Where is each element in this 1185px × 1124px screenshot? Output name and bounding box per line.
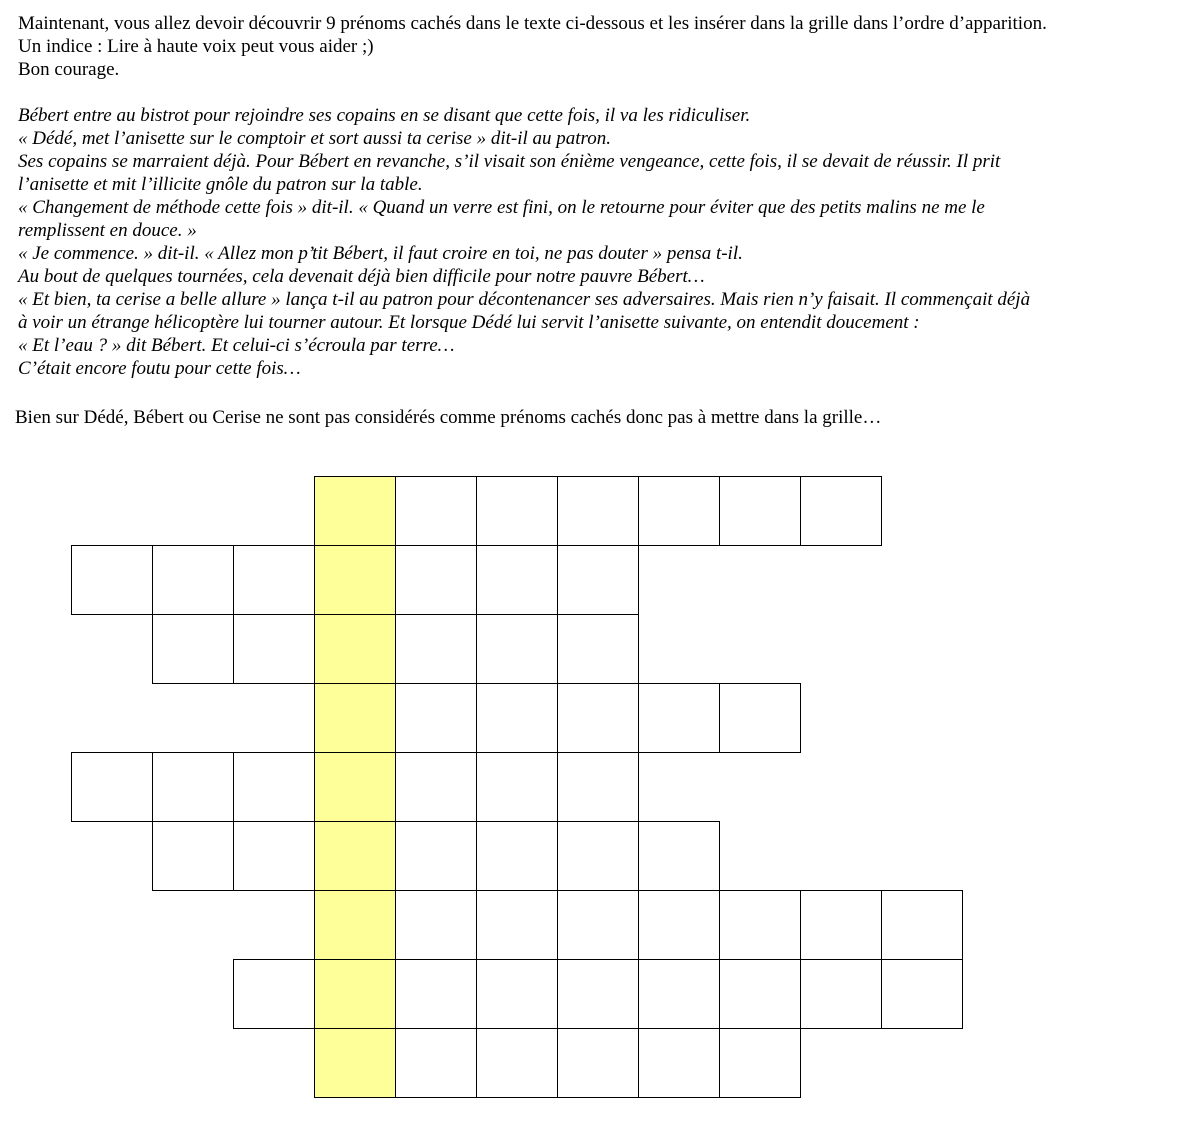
grid-cell[interactable]: [152, 821, 234, 891]
grid-cell[interactable]: [476, 545, 558, 615]
grid-cell[interactable]: [233, 752, 315, 822]
grid-cell[interactable]: [476, 752, 558, 822]
story-line: C’était encore foutu pour cette fois…: [18, 358, 301, 379]
grid-cell[interactable]: [476, 683, 558, 753]
story-line: « Et l’eau ? » dit Bébert. Et celui-ci s’écroula par terre…: [18, 335, 455, 356]
story-line: Ses copains se marraient déjà. Pour Bébert en revanche, s’il visait son énième vengeance, cette fois, il se devait de réussir. Il prit: [18, 151, 1001, 172]
grid-cell[interactable]: [395, 821, 477, 891]
grid-cell[interactable]: [557, 1028, 639, 1098]
grid-cell[interactable]: [638, 821, 720, 891]
grid-cell[interactable]: [71, 752, 153, 822]
hint-line: Un indice : Lire à haute voix peut vous aider ;): [18, 36, 374, 57]
grid-cell[interactable]: [557, 890, 639, 960]
grid-cell[interactable]: [233, 821, 315, 891]
grid-cell[interactable]: [719, 683, 801, 753]
grid-cell[interactable]: [233, 959, 315, 1029]
grid-cell[interactable]: [152, 545, 234, 615]
instructions-line: Maintenant, vous allez devoir découvrir 9 prénoms cachés dans le texte ci-dessous et les insérer dans la grille dans l’ordre d’apparition.: [18, 13, 1047, 34]
grid-cell[interactable]: [395, 890, 477, 960]
highlighted-grid-cell[interactable]: [314, 614, 396, 684]
grid-cell[interactable]: [71, 545, 153, 615]
grid-cell[interactable]: [881, 959, 963, 1029]
grid-cell[interactable]: [476, 614, 558, 684]
grid-note: Bien sur Dédé, Bébert ou Cerise ne sont pas considérés comme prénoms cachés donc pas à mettre dans la grille…: [15, 407, 882, 428]
story-line: « Et bien, ta cerise a belle allure » lança t-il au patron pour décontenancer ses adversaires. Mais rien n’y faisait. Il commençait déjà: [18, 289, 1031, 310]
grid-cell[interactable]: [395, 752, 477, 822]
grid-cell[interactable]: [233, 545, 315, 615]
encouragement-line: Bon courage.: [18, 59, 120, 80]
story-line: Au bout de quelques tournées, cela devenait déjà bien difficile pour notre pauvre Bébert…: [18, 266, 705, 287]
grid-cell[interactable]: [395, 683, 477, 753]
grid-cell[interactable]: [719, 476, 801, 546]
grid-cell[interactable]: [395, 476, 477, 546]
grid-cell[interactable]: [638, 890, 720, 960]
grid-cell[interactable]: [476, 890, 558, 960]
story-line: remplissent en douce. »: [18, 220, 197, 241]
grid-cell[interactable]: [476, 821, 558, 891]
grid-cell[interactable]: [557, 614, 639, 684]
grid-cell[interactable]: [152, 614, 234, 684]
highlighted-grid-cell[interactable]: [314, 890, 396, 960]
highlighted-grid-cell[interactable]: [314, 545, 396, 615]
story-line: l’anisette et mit l’illicite gnôle du patron sur la table.: [18, 174, 423, 195]
grid-cell[interactable]: [557, 545, 639, 615]
grid-cell[interactable]: [557, 476, 639, 546]
story-line: « Changement de méthode cette fois » dit-il. « Quand un verre est fini, on le retourne pour éviter que des petits malins ne me le: [18, 197, 985, 218]
grid-cell[interactable]: [800, 476, 882, 546]
grid-cell[interactable]: [557, 683, 639, 753]
grid-cell[interactable]: [557, 821, 639, 891]
grid-cell[interactable]: [233, 614, 315, 684]
grid-cell[interactable]: [719, 1028, 801, 1098]
grid-cell[interactable]: [395, 545, 477, 615]
grid-cell[interactable]: [638, 959, 720, 1029]
highlighted-grid-cell[interactable]: [314, 476, 396, 546]
story-text: [18, 104, 1168, 380]
grid-cell[interactable]: [719, 959, 801, 1029]
grid-cell[interactable]: [719, 890, 801, 960]
grid-cell[interactable]: [476, 959, 558, 1029]
grid-cell[interactable]: [557, 752, 639, 822]
highlighted-grid-cell[interactable]: [314, 752, 396, 822]
grid-cell[interactable]: [638, 683, 720, 753]
highlighted-grid-cell[interactable]: [314, 959, 396, 1029]
grid-cell[interactable]: [476, 476, 558, 546]
grid-cell[interactable]: [476, 1028, 558, 1098]
story-line: à voir un étrange hélicoptère lui tourner autour. Et lorsque Dédé lui servit l’anisette suivante, on entendit doucement :: [18, 312, 920, 333]
grid-cell[interactable]: [395, 959, 477, 1029]
grid-cell[interactable]: [395, 614, 477, 684]
grid-cell[interactable]: [395, 1028, 477, 1098]
grid-cell[interactable]: [638, 476, 720, 546]
grid-cell[interactable]: [638, 1028, 720, 1098]
grid-cell[interactable]: [800, 959, 882, 1029]
story-line: « Je commence. » dit-il. « Allez mon p’tit Bébert, il faut croire en toi, ne pas douter » pensa t-il.: [18, 243, 743, 264]
highlighted-grid-cell[interactable]: [314, 1028, 396, 1098]
story-line: Bébert entre au bistrot pour rejoindre ses copains en se disant que cette fois, il va les ridiculiser.: [18, 105, 751, 126]
instructions: [18, 12, 1178, 81]
highlighted-grid-cell[interactable]: [314, 821, 396, 891]
grid-cell[interactable]: [152, 752, 234, 822]
story-line: « Dédé, met l’anisette sur le comptoir et sort aussi ta cerise » dit-il au patron.: [18, 128, 611, 149]
grid-cell[interactable]: [557, 959, 639, 1029]
grid-cell[interactable]: [800, 890, 882, 960]
grid-cell[interactable]: [881, 890, 963, 960]
highlighted-grid-cell[interactable]: [314, 683, 396, 753]
